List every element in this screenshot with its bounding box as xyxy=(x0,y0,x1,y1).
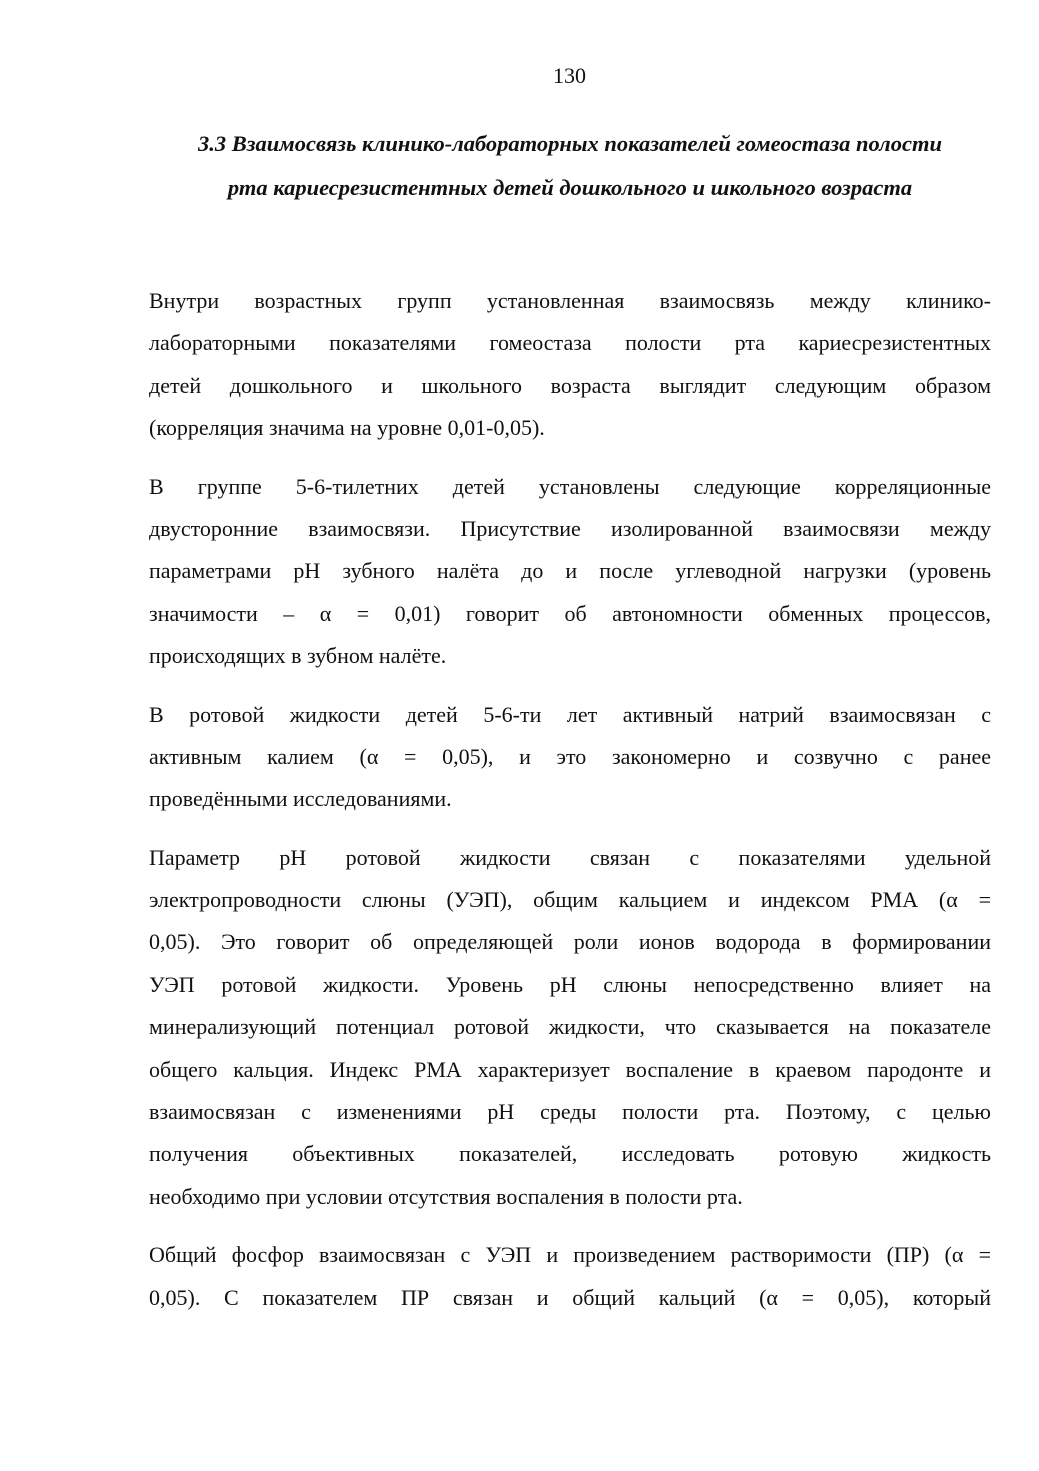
section-heading-line: рта кариесрезистентных детей дошкольного и школьного возраста xyxy=(227,175,913,200)
page-number: 130 xyxy=(553,63,586,88)
text-line: значимости – α = 0,01) говорит об автономности обменных процессов, xyxy=(149,600,991,626)
paragraph-intro xyxy=(149,280,991,450)
section-heading-line: 3.3 Взаимосвязь клинико-лабораторных показателей гомеостаза полости xyxy=(198,131,942,156)
text-line: Внутри возрастных групп установленная взаимосвязь между клинико- xyxy=(149,288,991,313)
text-line: активным калием (α = 0,05), и это закономерно и созвучно с ранее xyxy=(149,743,991,769)
text-line: лабораторными показателями гомеостаза полости рта кариесрезистентных xyxy=(149,330,991,356)
paragraph-sodium-potassium xyxy=(149,694,991,821)
text-line: проведёнными исследованиями. xyxy=(149,786,452,812)
text-line: происходящих в зубном налёте. xyxy=(149,643,447,669)
text-line: общего кальция. Индекс РМА характеризует воспаление в краевом пародонте и xyxy=(149,1056,991,1082)
paragraph-ph-saliva xyxy=(149,837,991,1219)
text-line: Параметр pH ротовой жидкости связан с показателями удельной xyxy=(149,844,991,870)
text-line: В ротовой жидкости детей 5-6-ти лет активный натрий взаимосвязан с xyxy=(149,701,991,727)
text-line: (корреляция значима на уровне 0,01-0,05). xyxy=(149,415,545,441)
text-line: взаимосвязан с изменениями pH среды полости рта. Поэтому, с целью xyxy=(149,1099,991,1125)
text-line: минерализующий потенциал ротовой жидкости, что сказывается на показателе xyxy=(149,1014,991,1040)
text-line: УЭП ротовой жидкости. Уровень pH слюны непосредственно влияет на xyxy=(149,971,991,997)
text-line: электропроводности слюны (УЭП), общим кальцием и индексом РМА (α = xyxy=(149,887,991,913)
paragraph-ph-plaque xyxy=(149,466,991,678)
paragraph-phosphorus xyxy=(149,1234,991,1319)
text-line: двусторонние взаимосвязи. Присутствие изолированной взаимосвязи между xyxy=(149,515,991,541)
text-line: Общий фосфор взаимосвязан с УЭП и произведением растворимости (ПР) (α = xyxy=(149,1242,991,1268)
text-line: детей дошкольного и школьного возраста выглядит следующим образом xyxy=(149,372,991,398)
text-line: необходимо при условии отсутствия воспаления в полости рта. xyxy=(149,1183,743,1209)
text-line: В группе 5-6-тилетних детей установлены следующие корреляционные xyxy=(149,473,991,499)
body-text xyxy=(149,280,991,1335)
text-line: получения объективных показателей, исследовать ротовую жидкость xyxy=(149,1141,991,1167)
text-line: параметрами pH зубного налёта до и после углеводной нагрузки (уровень xyxy=(149,558,991,584)
text-line: 0,05). Это говорит об определяющей роли ионов водорода в формировании xyxy=(149,929,991,955)
text-line: 0,05). С показателем ПР связан и общий кальций (α = 0,05), который xyxy=(149,1284,991,1310)
section-heading xyxy=(150,122,990,210)
